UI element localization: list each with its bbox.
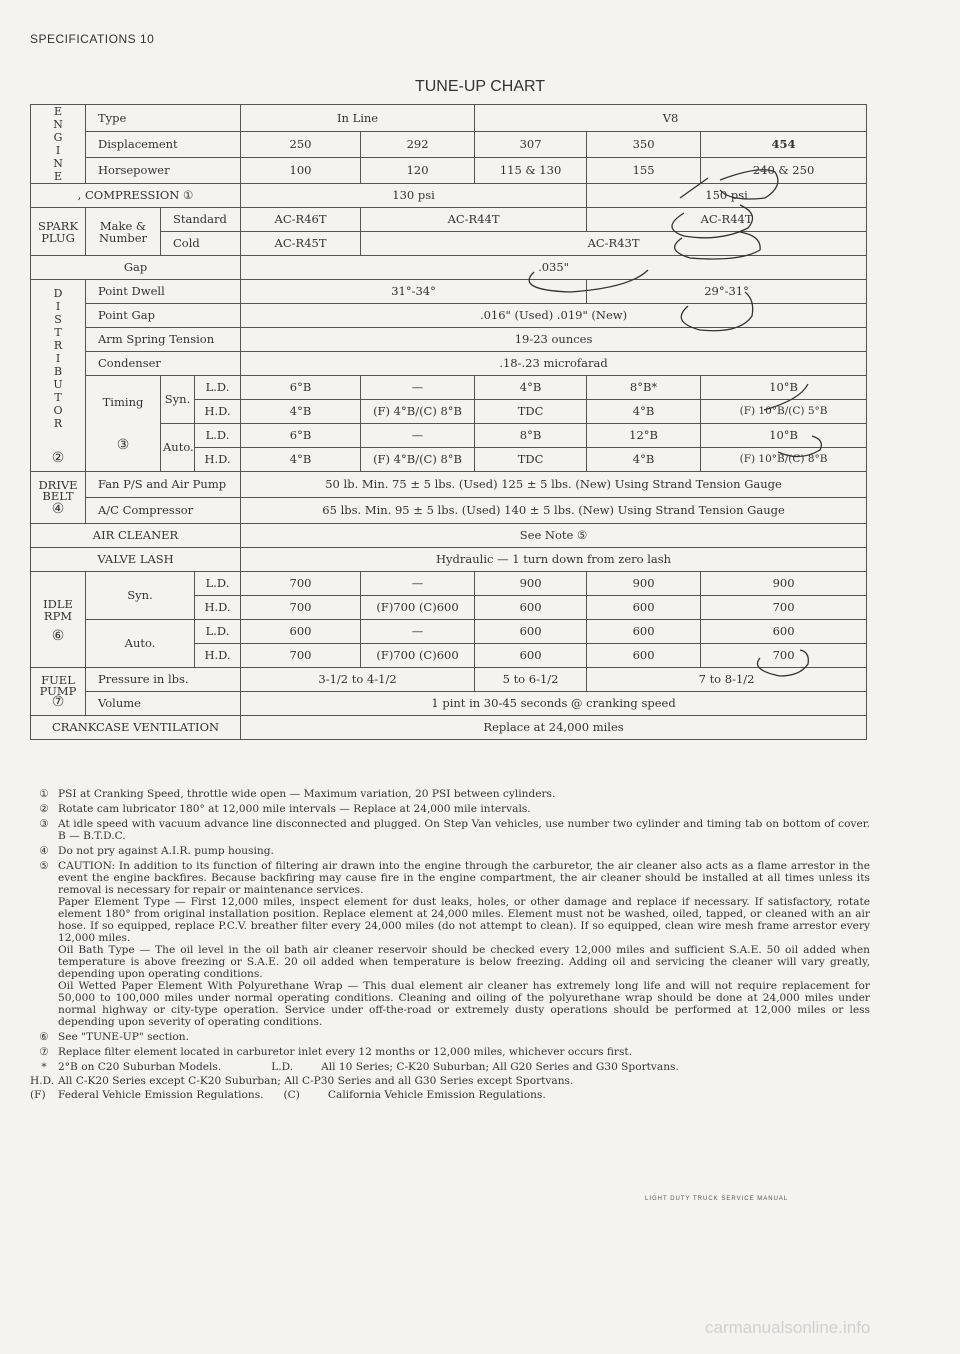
drive-belt-label: DRIVE BELT ④ xyxy=(31,472,86,524)
displacement-cell: 250 xyxy=(241,132,361,158)
crankcase-cell: Replace at 24,000 miles xyxy=(241,716,867,740)
idle-cell: — xyxy=(361,572,475,596)
tune-up-table xyxy=(30,104,867,740)
standard-label: Standard xyxy=(161,208,241,232)
timing-cell: 6°B xyxy=(241,424,361,448)
horsepower-cell: 120 xyxy=(361,158,475,184)
timing-cell: (F) 10°B/(C) 8°B xyxy=(701,448,867,472)
standard-cell: AC-R44T xyxy=(587,208,867,232)
distributor-label: D I S T R I B U T O R ② xyxy=(31,280,86,472)
air-cleaner-cell: See Note ⑤ xyxy=(241,524,867,548)
idle-auto-label: Auto. xyxy=(86,620,195,668)
type-label: Type xyxy=(86,105,241,132)
drive-belt-note: ④ xyxy=(51,501,65,517)
timing-cell: — xyxy=(361,376,475,400)
note-item: ② Rotate cam lubricator 180° at 12,000 mile intervals — Replace at 24,000 mile intervals. xyxy=(39,803,531,815)
displacement-label: Displacement xyxy=(86,132,241,158)
idle-syn-label: Syn. xyxy=(86,572,195,620)
displacement-cell: 350 xyxy=(587,132,701,158)
legend-item: (F) Federal Vehicle Emission Regulations. (C) California Vehicle Emission Regulations. xyxy=(30,1089,546,1101)
fuel-pump-label: FUEL PUMP ⑦ xyxy=(31,668,86,716)
gap-cell: .035" xyxy=(241,256,867,280)
idle-cell: 600 xyxy=(701,620,867,644)
idle-cell: 600 xyxy=(587,644,701,668)
timing-cell: 4°B xyxy=(475,376,587,400)
arm-spring-cell: 19-23 ounces xyxy=(241,328,867,352)
condenser-cell: .18-.23 microfarad xyxy=(241,352,867,376)
note-item: ③ At idle speed with vacuum advance line disconnected and plugged. On Step Van vehicles, use number two cylinder and timing tab on bottom of cover. B — B.T.D.C. xyxy=(39,818,870,842)
page-footer: LIGHT DUTY TRUCK SERVICE MANUAL xyxy=(645,1196,789,1202)
note-item: ④ Do not pry against A.I.R. pump housing. xyxy=(39,845,274,857)
idle-rpm-note: ⑥ xyxy=(51,627,65,644)
ld-label: L.D. xyxy=(195,424,241,448)
timing-cell: 12°B xyxy=(587,424,701,448)
point-dwell-label: Point Dwell xyxy=(86,280,241,304)
pressure-cell: 7 to 8-1/2 xyxy=(587,668,867,692)
idle-cell: 700 xyxy=(241,572,361,596)
horsepower-cell: 155 xyxy=(587,158,701,184)
fan-ps-label: Fan P/S and Air Pump xyxy=(86,472,241,498)
type-inline: In Line xyxy=(241,105,475,132)
timing-cell: TDC xyxy=(475,448,587,472)
arm-spring-label: Arm Spring Tension xyxy=(86,328,241,352)
idle-cell: 600 xyxy=(241,620,361,644)
timing-cell: 4°B xyxy=(587,448,701,472)
valve-lash-cell: Hydraulic — 1 turn down from zero lash xyxy=(241,548,867,572)
compression-cell: 150 psi xyxy=(587,184,867,208)
valve-lash-label: VALVE LASH xyxy=(31,548,241,572)
timing-cell: 10°B xyxy=(701,424,867,448)
note-item: ① PSI at Cranking Speed, throttle wide open — Maximum variation, 20 PSI between cylinders. xyxy=(39,788,556,800)
idle-cell: (F)700 (C)600 xyxy=(361,596,475,620)
idle-cell: 900 xyxy=(475,572,587,596)
compression-label: , COMPRESSION ① xyxy=(31,184,241,208)
displacement-cell: 292 xyxy=(361,132,475,158)
timing-cell: (F) 4°B/(C) 8°B xyxy=(361,448,475,472)
idle-cell: 600 xyxy=(475,644,587,668)
chart-title: TUNE-UP CHART xyxy=(414,78,546,95)
idle-cell: 700 xyxy=(241,644,361,668)
point-gap-cell: .016" (Used) .019" (New) xyxy=(241,304,867,328)
make-number-label: Make & Number xyxy=(86,208,161,256)
legend-item: H.D. All C-K20 Series except C-K20 Suburban; All C-P30 Series and all G30 Series except Sportvans. xyxy=(30,1075,574,1087)
type-v8: V8 xyxy=(475,105,867,132)
footnotes xyxy=(30,788,870,1103)
standard-cell: AC-R46T xyxy=(241,208,361,232)
syn-label: Syn. xyxy=(161,376,195,424)
ld-label: L.D. xyxy=(195,376,241,400)
pressure-cell: 5 to 6-1/2 xyxy=(475,668,587,692)
idle-cell: 900 xyxy=(587,572,701,596)
note-item: ⑦ Replace filter element located in carburetor inlet every 12 months or 12,000 miles, whichever occurs first. xyxy=(39,1046,633,1058)
timing-cell: 4°B xyxy=(241,448,361,472)
displacement-cell: 307 xyxy=(475,132,587,158)
timing-cell: (F) 10°B/(C) 5°B xyxy=(701,400,867,424)
hd-label: H.D. xyxy=(195,644,241,668)
fuel-pump-note: ⑦ xyxy=(51,694,65,710)
horsepower-cell: 240 & 250 xyxy=(701,158,867,184)
cold-label: Cold xyxy=(161,232,241,256)
idle-cell: 700 xyxy=(701,596,867,620)
idle-cell: — xyxy=(361,620,475,644)
timing-cell: 4°B xyxy=(587,400,701,424)
idle-cell: 700 xyxy=(701,644,867,668)
timing-cell: 10°B xyxy=(701,376,867,400)
horsepower-cell: 115 & 130 xyxy=(475,158,587,184)
hd-label: H.D. xyxy=(195,448,241,472)
timing-cell: 8°B* xyxy=(587,376,701,400)
point-gap-label: Point Gap xyxy=(86,304,241,328)
compression-cell: 130 psi xyxy=(241,184,587,208)
ld-label: L.D. xyxy=(195,572,241,596)
volume-label: Volume xyxy=(86,692,241,716)
idle-rpm-label: IDLE RPM ⑥ xyxy=(31,572,86,668)
idle-cell: 900 xyxy=(701,572,867,596)
hd-label: H.D. xyxy=(195,400,241,424)
point-dwell-cell: 29°-31° xyxy=(587,280,867,304)
idle-cell: 700 xyxy=(241,596,361,620)
timing-cell: 8°B xyxy=(475,424,587,448)
gap-label: Gap xyxy=(31,256,241,280)
ld-label: L.D. xyxy=(195,620,241,644)
timing-cell: (F) 4°B/(C) 8°B xyxy=(361,400,475,424)
hd-label: H.D. xyxy=(195,596,241,620)
pressure-label: Pressure in lbs. xyxy=(86,668,241,692)
timing-note: ③ xyxy=(116,436,130,453)
engine-label: E N G I N E xyxy=(31,105,86,184)
page-header: SPECIFICATIONS 10 xyxy=(30,32,155,46)
watermark: carmanualsonline.info xyxy=(705,1318,871,1337)
standard-cell: AC-R44T xyxy=(361,208,587,232)
idle-cell: 600 xyxy=(587,620,701,644)
fan-ps-cell: 50 lb. Min. 75 ± 5 lbs. (Used) 125 ± 5 lbs. (New) Using Strand Tension Gauge xyxy=(241,472,867,498)
crankcase-label: CRANKCASE VENTILATION xyxy=(31,716,241,740)
distributor-note: ② xyxy=(51,449,65,466)
volume-cell: 1 pint in 30-45 seconds @ cranking speed xyxy=(241,692,867,716)
timing-cell: TDC xyxy=(475,400,587,424)
displacement-cell: 454 xyxy=(701,132,867,158)
note-item: ⑥ See "TUNE-UP" section. xyxy=(39,1031,189,1043)
air-cleaner-label: AIR CLEANER xyxy=(31,524,241,548)
horsepower-label: Horsepower xyxy=(86,158,241,184)
cold-cell: AC-R45T xyxy=(241,232,361,256)
legend-item: * 2°B on C20 Suburban Models. L.D. All 10 Series; C-K20 Suburban; All G20 Series and G30 Sportvans. xyxy=(41,1061,679,1073)
idle-cell: 600 xyxy=(475,620,587,644)
note-item: ⑤ CAUTION: In addition to its function of filtering air drawn into the engine through the carburetor, the air cleaner also acts as a flame arrestor in the event the engine backfires. Because backfiring may cause fire in the engine compartment, the air cleaner should be installed at all times unless its removal is necessary for repair or maintenance services. Paper Element Type — First 12,000 miles, inspect element for dust leaks, holes, or other damage and replace if necessary. If satisfactory, rotate element 180° from original installation position. Replace element at 24,000 miles. Element must not be washed, oiled, tapped, or cleaned with an air hose. If so equipped, replace P.C.V. breather filter every 24,000 miles (do not attempt to clean). If so equipped, clean wire mesh frame arrestor every 12,000 miles. Oil Bath Type — The oil level in the oil bath air cleaner reservoir should be checked every 12,000 miles and sufficient S.A.E. 50 oil added when temperature is above freezing or S.A.E. 20 oil added when temperature is below freezing. Adding oil and servicing the cleaner will vary greatly, depending upon operating conditions. Oil Wetted Paper Element With Polyurethane Wrap — This dual element air cleaner has extremely long life and will not require replacement for 50,000 to 100,000 miles under normal operating conditions. Cleaning and oiling of the polyurethane wrap should be done at 24,000 miles under normal highway or city-type operation. Service under off-the-road or extremely dusty operations should be performed at 12,000 miles or less depending upon severity of operating conditions. xyxy=(39,860,870,1028)
horsepower-cell: 100 xyxy=(241,158,361,184)
idle-cell: 600 xyxy=(587,596,701,620)
timing-cell: 6°B xyxy=(241,376,361,400)
idle-cell: 600 xyxy=(475,596,587,620)
pressure-cell: 3-1/2 to 4-1/2 xyxy=(241,668,475,692)
idle-cell: (F)700 (C)600 xyxy=(361,644,475,668)
condenser-label: Condenser xyxy=(86,352,241,376)
timing-label: Timing ③ xyxy=(86,376,161,472)
auto-label: Auto. xyxy=(161,424,195,472)
timing-cell: 4°B xyxy=(241,400,361,424)
ac-cell: 65 lbs. Min. 95 ± 5 lbs. (Used) 140 ± 5 lbs. (New) Using Strand Tension Gauge xyxy=(241,498,867,524)
timing-cell: — xyxy=(361,424,475,448)
ac-label: A/C Compressor xyxy=(86,498,241,524)
point-dwell-cell: 31°-34° xyxy=(241,280,587,304)
cold-cell: AC-R43T xyxy=(361,232,867,256)
spark-plug-label: SPARK PLUG xyxy=(31,208,86,256)
